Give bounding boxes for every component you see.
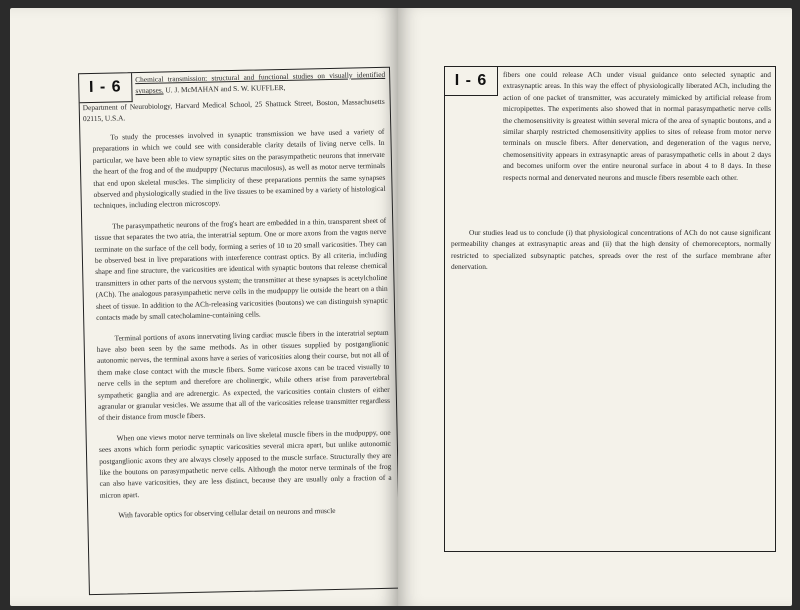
abstract-box-right: [444, 66, 776, 552]
abstract-heading: [135, 69, 385, 97]
abstract-code: I - 6: [445, 67, 498, 96]
paragraph: Our studies lead us to conclude (i) that physiological concentrations of ACh do not cause significant permeability changes at extrasynaptic areas and (ii) that the high density of chemoreceptors, normally restricted to specialized subsynaptic patches, spreads over the rest of the surface membrane after denervation.: [451, 228, 771, 272]
affiliation-text: Department of Neurobiology, Harvard Medical School, 25 Shattuck Street, Boston, Massachusetts 02115, U.S.A.: [82, 96, 385, 124]
abstract-code: I - 6: [79, 73, 133, 103]
continued-text: [503, 69, 771, 183]
left-body: [92, 126, 392, 531]
book-spread: [10, 8, 792, 606]
continued-paragraph: fibers one could release ACh under visual guidance onto selected synaptic and extrasynaptic areas. In this way the effect of physiologically liberated ACh, including the action of one packet of transmitter, was accurately mimicked by artificial release from micropipettes. The experiments also showed that in normal parasympathetic nerve cells the chemosensitivity is greatest within several micra of the area of synaptic boutons, and a similar sharply restricted chemosensitivity applies to sites of release from motor nerve terminals on muscle fibers. After denervation, and degeneration of the vagus nerve, chemosensitivity appears in extrasynaptic areas of parasympathetic cells in about 2 days and becomes uniform over the entire neuronal surface in about 4 to 8 days. In these respects normal and denervated neurons and muscle fibers resemble each other.: [503, 70, 771, 182]
abstract-authors: U. J. McMAHAN and S. W. KUFFLER,: [165, 83, 286, 95]
paragraph: To study the processes involved in synaptic transmission we have used a variety of preparations in which we could see with considerable clarity details of living nerve cells. In particular, we have been able to view synaptic sites on the parasympathetic neurons that innervate the heart of the frog and of the mudpuppy (Necturus maculosus), as well as motor nerve terminals that end upon skeletal muscles. The simplicity of these preparations permits the same synapses observed and physiologically studied in the live tissues to be examined by a variety of histological techniques, including electron microscopy.: [92, 126, 386, 211]
affiliation: [83, 96, 385, 125]
paragraph: With favorable optics for observing cellular detail on neurons and muscle: [118, 506, 336, 520]
right-body: [451, 227, 771, 282]
paragraph: The parasympathetic neurons of the frog's heart are embedded in a thin, transparent sheet of tissue that separates the two atria, the interatrial septum. One or more axons from the vagus nerve terminate on the surface of the cell body, forming a series of 10 to 20 small varicosities. They can be observed best in live preparations with interference contrast optics. By all criteria, including shape and fine structure, the varicosities are identical with synaptic boutons that release chemical transmitters in other parts of the nervous system; the transmitter at these synapses is acetylcholine (ACh). The analogous parasympathetic nerve cells in the mudpuppy lie outside the heart on a thin sheet of tissue. In addition to the ACh-releasing varicosities (boutons) we can distinguish synaptic contacts made by small catecholamine-containing cells.: [94, 215, 388, 323]
abstract-box-left: [78, 67, 398, 595]
paragraph: Terminal portions of axons innervating living cardiac muscle fibers in the interatrial septum have also been seen by the same methods. As in other tissues supplied by postganglionic autonomic nerves, the terminal axons have a series of varicosities along their course, but not all of them make close contact with the muscle fibers. Some varicose axons can be traced visually to nerve cells in the septum and therefore are cholinergic, while others arise from paravertebral sympathetic ganglia and are adrenergic. As expected, the varicosities contain clusters of either agranular or granular vesicles. We assume that all of the varicosities release transmitter regardless of their distance from muscle fibers.: [96, 327, 391, 423]
right-page: [398, 8, 792, 606]
abstract-title: Chemical transmission: structural and functional studies on visually identified synapses.: [135, 69, 386, 96]
paragraph: When one views motor nerve terminals on live skeletal muscle fibers in the mudpuppy, one sees axons which form periodic synaptic varicosities several micra apart, but unlike autonomic postganglionic axons they are always closely apposed to the muscle surface. Structurally they are like the boutons on parasympathetic nerve cells. Although the motor nerve terminals of the frog can also have varicosities, they are less distinct, because they are usually only a fraction of a micron apart.: [98, 427, 392, 500]
left-page: [10, 8, 398, 606]
